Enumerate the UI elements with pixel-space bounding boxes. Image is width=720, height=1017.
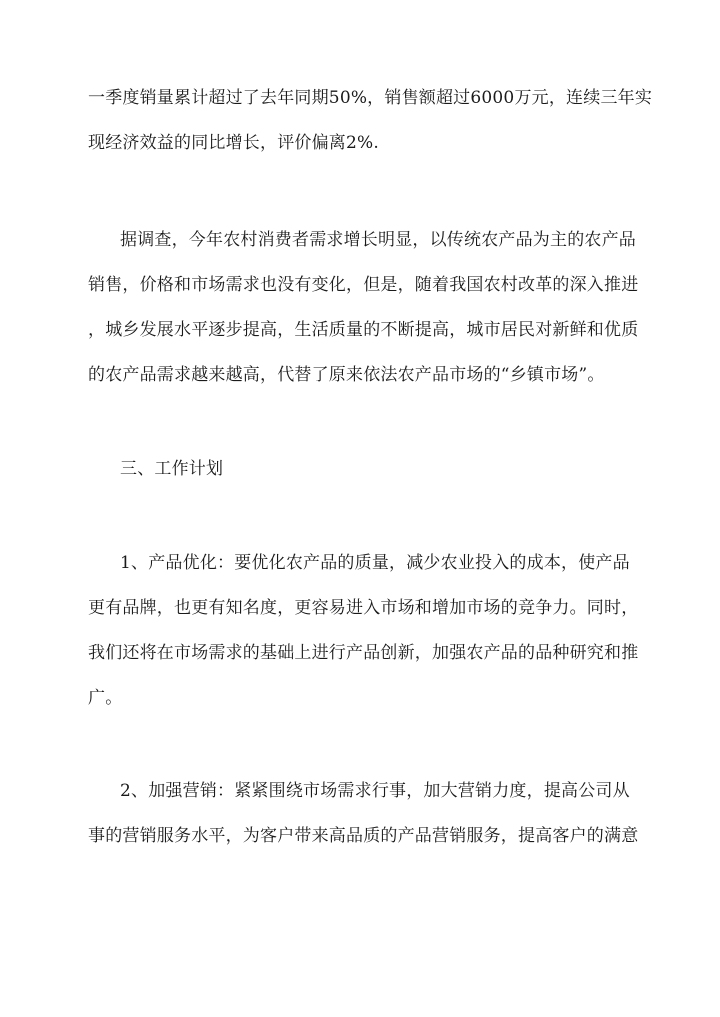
paragraph-line: 2、加强营销：紧紧围绕市场需求行事，加大营销力度，提高公司从	[120, 781, 630, 801]
paragraph-line: 现经济效益的同比增长，评价偏离2%.	[88, 133, 379, 153]
paragraph-line: 我们还将在市场需求的基础上进行产品创新，加强农产品的品种研究和推	[88, 643, 639, 663]
paragraph-line: 一季度销量累计超过了去年同期50%，销售额超过6000万元，连续三年实	[88, 88, 653, 108]
paragraph-line: 的农产品需求越来越高，代替了原来依法农产品市场的“乡镇市场”。	[88, 365, 605, 385]
paragraph-line: 销售，价格和市场需求也没有变化，但是，随着我国农村改革的深入推进	[88, 275, 639, 295]
paragraph-line: 事的营销服务水平，为客户带来高品质的产品营销服务，提高客户的满意	[88, 826, 639, 846]
paragraph-line: 广。	[88, 688, 123, 708]
section-heading: 三、工作计划	[120, 459, 224, 479]
paragraph-line: 1、产品优化：要优化农产品的质量，减少农业投入的成本，使产品	[120, 553, 630, 573]
paragraph-line: 据调查，今年农村消费者需求增长明显，以传统农产品为主的农产品	[120, 230, 636, 250]
paragraph-line: 更有品牌，也更有知名度，更容易进入市场和增加市场的竞争力。同时，	[88, 598, 639, 618]
paragraph-line: ，城乡发展水平逐步提高，生活质量的不断提高，城市居民对新鲜和优质	[88, 320, 639, 340]
